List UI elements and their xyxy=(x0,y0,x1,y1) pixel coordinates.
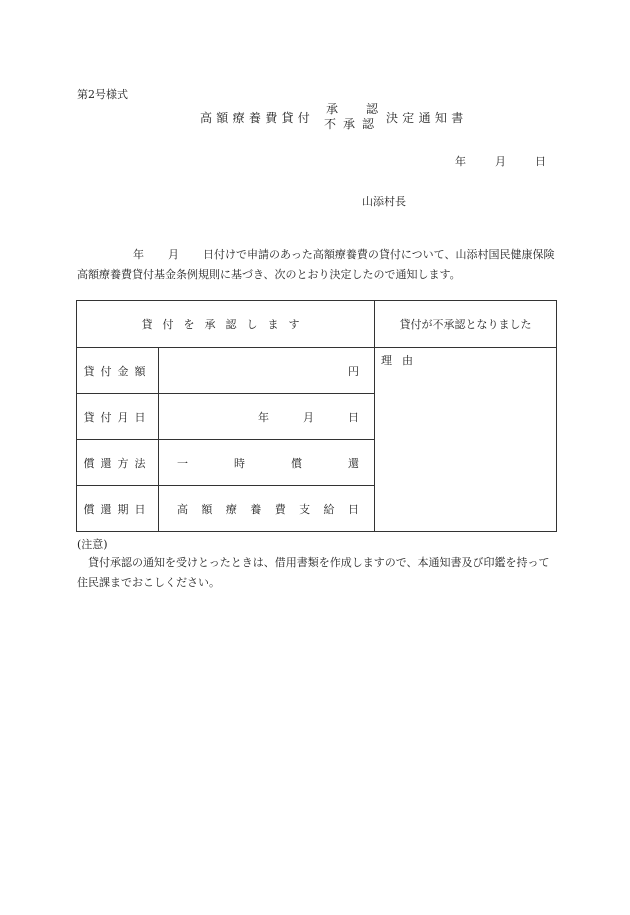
loan-date-day: 日 xyxy=(348,410,359,424)
note-heading: (注意) xyxy=(77,538,108,551)
title-prefix: 高額療養費貸付 xyxy=(200,111,315,125)
due-part: 日 xyxy=(347,502,359,516)
row-value-repayment-date xyxy=(159,486,375,532)
title-approve: 承認 xyxy=(326,102,407,116)
repay-part: 一 xyxy=(177,456,188,470)
due-part: 養 xyxy=(250,502,262,516)
body-month: 月 xyxy=(168,248,179,261)
due-part: 高 xyxy=(177,502,188,516)
repay-part: 時 xyxy=(234,456,245,470)
due-part: 額 xyxy=(201,502,213,516)
body-paragraph xyxy=(77,245,555,285)
title-disapprove: 不承認 xyxy=(324,117,382,131)
row-label-repayment-date: 償還期日 xyxy=(77,486,159,532)
date-day: 日 xyxy=(535,155,546,168)
form-number: 第2号様式 xyxy=(77,88,128,101)
repay-part: 償 xyxy=(291,456,302,470)
row-label-amount: 貸付金額 xyxy=(77,348,159,394)
title-suffix: 決定通知書 xyxy=(386,111,468,125)
row-value-amount: 円 xyxy=(159,348,375,394)
due-part: 療 xyxy=(225,502,237,516)
due-part: 費 xyxy=(274,502,286,516)
date-month: 月 xyxy=(495,155,506,168)
due-part: 支 xyxy=(299,502,311,516)
row-value-loan-date xyxy=(159,394,375,440)
loan-date-year: 年 xyxy=(258,410,269,424)
decision-table xyxy=(76,300,557,532)
row-label-repayment-method: 償還方法 xyxy=(77,440,159,486)
date-year: 年 xyxy=(455,155,466,168)
row-label-loan-date: 貸付月日 xyxy=(77,394,159,440)
issue-date xyxy=(455,153,546,169)
reason-cell: 理由 xyxy=(375,348,557,532)
body-year: 年 xyxy=(133,248,144,261)
issuer: 山添村長 xyxy=(362,195,406,208)
due-part: 給 xyxy=(323,502,335,516)
note-text: 貸付承認の通知を受けとったときは、借用書類を作成しますので、本通知書及び印鑑を持って住民課までおこしください。 xyxy=(77,556,550,589)
approve-header: 貸付を承認します xyxy=(77,301,375,348)
disapprove-header: 貸付が不承認となりました xyxy=(375,301,557,348)
body-text: 日付けで申請のあった高額療養費の貸付について、山添村国民健康保険高額療養費貸付基金条例規則に基づき、次のとおり決定したので通知します。 xyxy=(77,248,555,281)
repay-part: 還 xyxy=(348,456,359,470)
row-value-repayment-method xyxy=(159,440,375,486)
loan-date-month: 月 xyxy=(303,410,314,424)
